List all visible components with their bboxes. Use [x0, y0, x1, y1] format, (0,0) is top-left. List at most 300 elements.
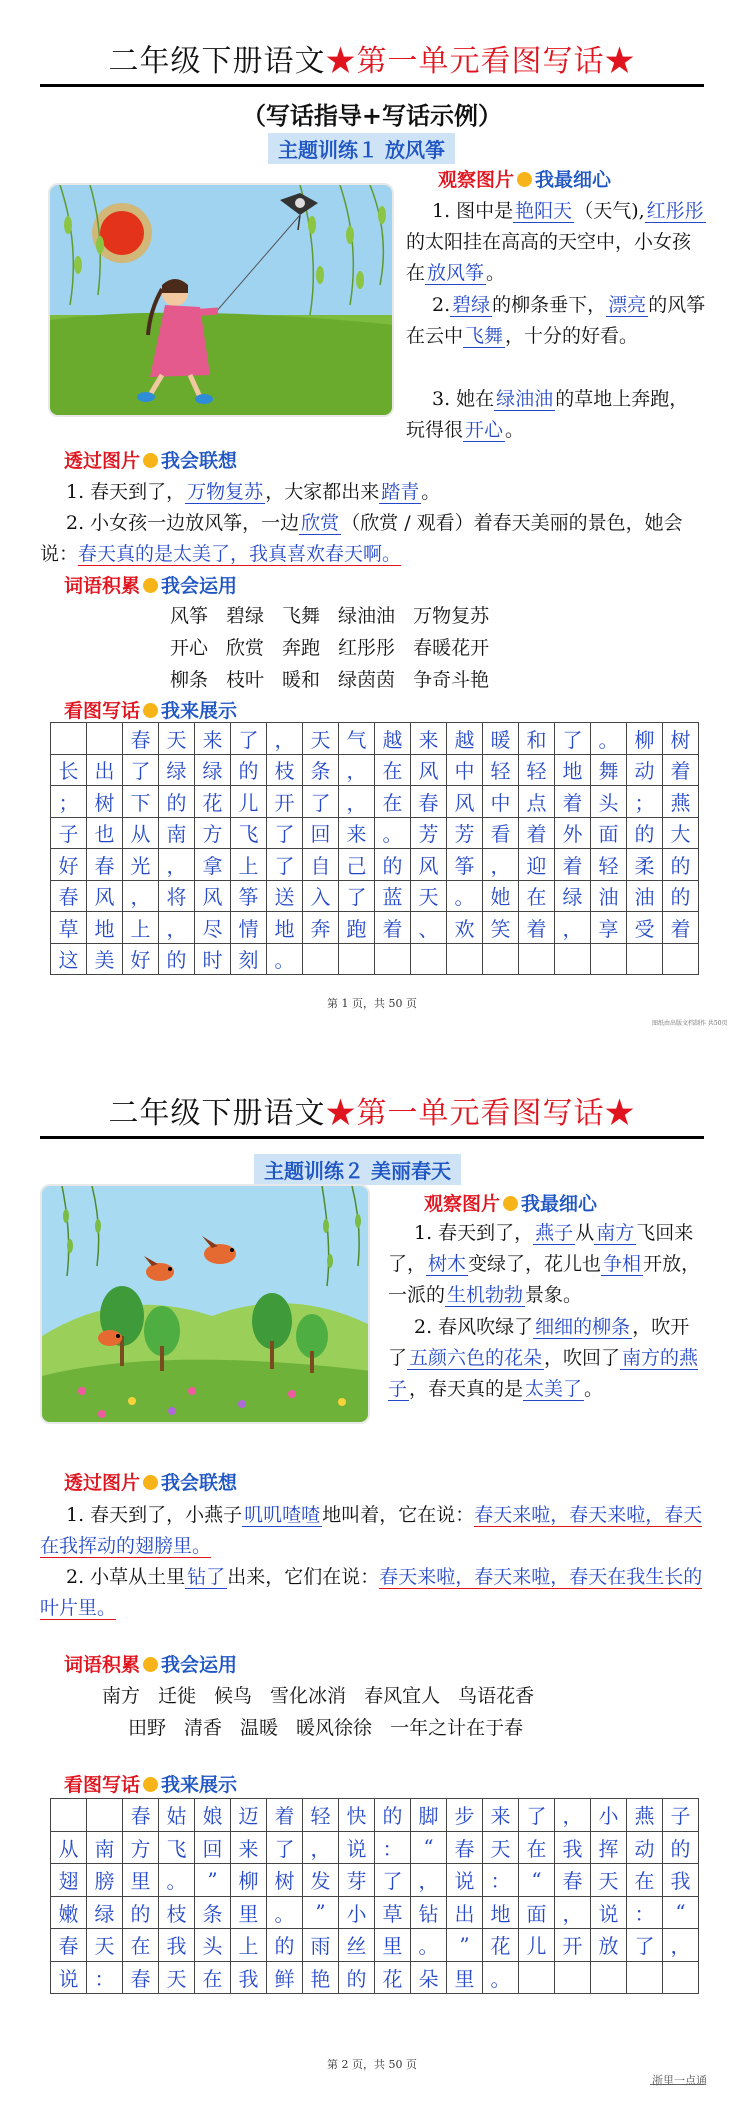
grid-cell: 长 [51, 754, 87, 786]
grid-cell: 天 [159, 723, 195, 755]
grid-cell: 外 [555, 817, 591, 849]
word: 清香 [184, 1717, 223, 1739]
star-icon: ★ [604, 44, 636, 79]
grid-cell: 芳 [411, 817, 447, 849]
grid-cell: 出 [447, 1896, 483, 1929]
grid-cell: ， [555, 1799, 591, 1832]
grid-cell: 面 [591, 817, 627, 849]
grid-cell: 在 [123, 1929, 159, 1962]
writing-heading-red: 看图写话 [64, 700, 141, 722]
word: 枝叶 [226, 669, 265, 691]
grid-cell: 风 [87, 880, 123, 912]
grid-cell: 风 [411, 849, 447, 881]
grid-cell: 着 [663, 754, 699, 786]
grid-cell: 在 [375, 786, 411, 818]
grid-cell: 风 [411, 754, 447, 786]
words-heading [64, 1650, 237, 1677]
text-run: 1. 春天到了， [414, 1222, 534, 1244]
observe-item-2 [388, 1312, 706, 1405]
word-bank-1 [170, 600, 507, 696]
grid-cell: 美 [87, 943, 123, 975]
dot-icon [503, 1196, 518, 1211]
grid-cell: 说 [51, 1961, 87, 1994]
word: 暖风徐徐 [296, 1717, 373, 1739]
grid-cell: 方 [195, 817, 231, 849]
word: 春暖花开 [413, 637, 490, 659]
writing-heading [64, 1770, 237, 1797]
grid-cell: 的 [339, 1961, 375, 1994]
grid-cell: ” [195, 1864, 231, 1897]
observe-heading-red: 观察图片 [438, 169, 515, 191]
word: 一年之计在于春 [390, 1717, 524, 1739]
grid-cell: 天 [87, 1929, 123, 1962]
grid-row [51, 1929, 699, 1962]
grid-cell: 春 [87, 849, 123, 881]
observe-heading-blue: 我最细心 [521, 1193, 598, 1215]
grid-cell: 春 [447, 1831, 483, 1864]
grid-cell: 开 [267, 786, 303, 818]
words-heading-red: 词语积累 [64, 1654, 141, 1676]
text-run: 的风筝在云中 [406, 294, 706, 347]
text-run: 。 [486, 262, 506, 284]
writing-heading [64, 696, 237, 723]
grid-cell: 、 [411, 912, 447, 944]
grid-cell: 奔 [303, 912, 339, 944]
word-row [102, 1680, 552, 1712]
grid-cell: 我 [231, 1961, 267, 1994]
grid-cell: 的 [123, 1896, 159, 1929]
grid-cell: 从 [51, 1831, 87, 1864]
star-icon: ★ [325, 44, 357, 79]
grid-cell: 芳 [447, 817, 483, 849]
fill-blank: 太美了 [525, 1378, 583, 1400]
word: 万物复苏 [413, 605, 490, 627]
text-run: 的草地上奔跑，玩得很 [406, 388, 689, 441]
grid-cell: 迈 [231, 1799, 267, 1832]
grid-cell: 。 [411, 1929, 447, 1962]
grid-cell: 上 [123, 912, 159, 944]
grid-cell: 地 [483, 1896, 519, 1929]
grid-cell: 筝 [231, 880, 267, 912]
fill-blank: 春天来啦，春天来啦，春天在我生长的叶片里。 [40, 1566, 703, 1619]
observe-item-1 [406, 196, 706, 289]
grid-row [51, 1864, 699, 1897]
observe-heading-blue: 我最细心 [535, 169, 612, 191]
grid-cell: 时 [195, 943, 231, 975]
star-icon: ★ [604, 1096, 636, 1131]
grid-cell: 挥 [591, 1831, 627, 1864]
grid-cell: 情 [231, 912, 267, 944]
grid-cell: ； [51, 786, 87, 818]
grid-cell: ， [663, 1929, 699, 1962]
grid-cell: 从 [123, 817, 159, 849]
grid-cell: 轻 [483, 754, 519, 786]
dot-icon [143, 1657, 158, 1672]
grid-cell: 南 [159, 817, 195, 849]
grid-cell: 动 [627, 1831, 663, 1864]
grid-cell: 舞 [591, 754, 627, 786]
word-row [170, 632, 507, 664]
word: 绿茵茵 [338, 669, 396, 691]
writing-heading-blue: 我来展示 [161, 1774, 238, 1796]
think-item-1 [40, 477, 704, 508]
text-run: （欣赏 / 观看）着春天美丽的景色，她会说： [40, 512, 683, 565]
word: 候鸟 [214, 1685, 253, 1707]
grid-cell: 春 [123, 1961, 159, 1994]
theme-label: 主题训练２ 美丽春天 [254, 1154, 461, 1185]
grid-cell: 越 [375, 723, 411, 755]
grid-cell [555, 1961, 591, 1994]
grid-cell: 丝 [339, 1929, 375, 1962]
grid-cell: 春 [123, 723, 159, 755]
grid-cell: 了 [339, 880, 375, 912]
grid-cell: ， [123, 880, 159, 912]
page-title [0, 36, 744, 80]
grid-cell: 开 [555, 1929, 591, 1962]
fill-blank: 树木 [428, 1253, 467, 1275]
grid-cell: 的 [159, 943, 195, 975]
grid-cell [483, 943, 519, 975]
grid-cell: 快 [339, 1799, 375, 1832]
word: 田野 [128, 1717, 167, 1739]
grid-cell [591, 1961, 627, 1994]
text-run: 出来，它们在说： [227, 1566, 380, 1588]
grid-row [51, 1896, 699, 1929]
grid-cell: 柳 [231, 1864, 267, 1897]
grid-cell: 筝 [447, 849, 483, 881]
grid-cell [411, 943, 447, 975]
words-heading-red: 词语积累 [64, 575, 141, 597]
grid-cell: 我 [555, 1831, 591, 1864]
tiny-note: 图纸由出版文档制作 共50页 [652, 1020, 728, 1027]
grid-cell: 的 [375, 849, 411, 881]
grid-cell: 在 [627, 1864, 663, 1897]
grid-cell [555, 943, 591, 975]
grid-cell: 的 [627, 817, 663, 849]
grid-cell: 我 [663, 1864, 699, 1897]
grid-cell: 油 [627, 880, 663, 912]
word: 开心 [170, 637, 209, 659]
writing-heading-red: 看图写话 [64, 1774, 141, 1796]
dot-icon [143, 1475, 158, 1490]
grid-cell: 出 [87, 754, 123, 786]
grid-cell: 风 [447, 786, 483, 818]
grid-cell: 膀 [87, 1864, 123, 1897]
grid-cell: 头 [591, 786, 627, 818]
grid-cell [447, 943, 483, 975]
grid-cell: 好 [51, 849, 87, 881]
grid-cell [339, 943, 375, 975]
grid-cell: ： [87, 1961, 123, 1994]
grid-cell: 了 [267, 1831, 303, 1864]
page-2 [0, 1052, 744, 2104]
grid-cell: 儿 [519, 1929, 555, 1962]
grid-cell [519, 943, 555, 975]
fill-blank: 钻了 [187, 1566, 226, 1588]
grid-row [51, 754, 699, 786]
grid-cell [663, 1961, 699, 1994]
grid-cell: “ [519, 1864, 555, 1897]
text-run: 1. 春天到了， [66, 481, 186, 503]
grid-cell: ” [303, 1896, 339, 1929]
grid-cell: ， [555, 1896, 591, 1929]
grid-cell: 绿 [195, 754, 231, 786]
grid-cell: 暖 [483, 723, 519, 755]
grid-cell: 春 [555, 1864, 591, 1897]
fill-blank: 春天来啦，春天来啦，春天在我挥动的翅膀里。 [40, 1504, 703, 1557]
fill-blank: 艳阳天 [515, 200, 573, 222]
grid-cell [627, 1961, 663, 1994]
grid-cell: 树 [267, 1864, 303, 1897]
grid-cell: 我 [159, 1929, 195, 1962]
word: 温暖 [240, 1717, 279, 1739]
grid-cell [375, 943, 411, 975]
grid-cell: ， [555, 912, 591, 944]
text-run: 2. 小草从土里 [66, 1566, 186, 1588]
grid-cell: 春 [51, 880, 87, 912]
fill-blank: 燕子 [535, 1222, 574, 1244]
grid-cell: 春 [411, 786, 447, 818]
grid-cell: 光 [123, 849, 159, 881]
grid-cell: 里 [123, 1864, 159, 1897]
grid-cell: 春 [123, 1799, 159, 1832]
grid-cell: 着 [555, 849, 591, 881]
grid-row [51, 723, 699, 755]
text-run: 景象。 [525, 1284, 583, 1306]
grid-cell: 这 [51, 943, 87, 975]
grid-cell: 在 [195, 1961, 231, 1994]
grid-cell [519, 1961, 555, 1994]
grid-row [51, 912, 699, 944]
grid-cell: 动 [627, 754, 663, 786]
grid-cell: 。 [159, 1864, 195, 1897]
grid-cell: 步 [447, 1799, 483, 1832]
grid-cell: 大 [663, 817, 699, 849]
grid-cell: 儿 [231, 786, 267, 818]
text-run: 1. 春天到了，小燕子 [66, 1504, 243, 1526]
grid-cell: 枝 [267, 754, 303, 786]
grid-cell: 了 [267, 817, 303, 849]
text-run: 飞回来了， [388, 1222, 694, 1275]
page-title [0, 1088, 744, 1132]
grid-cell [303, 943, 339, 975]
grid-cell: 的 [663, 849, 699, 881]
word: 鸟语花香 [458, 1685, 535, 1707]
grid-cell: 的 [375, 1799, 411, 1832]
grid-row [51, 1831, 699, 1864]
think-item-2 [40, 1562, 704, 1624]
grid-cell: 越 [447, 723, 483, 755]
grid-cell: 来 [195, 723, 231, 755]
grid-cell: ， [159, 849, 195, 881]
text-run: 1. 图中是 [432, 200, 514, 222]
grid-cell: 的 [159, 786, 195, 818]
grid-cell: 了 [123, 754, 159, 786]
grid-cell: 放 [591, 1929, 627, 1962]
grid-cell: 柔 [627, 849, 663, 881]
text-run: ，大家都出来 [265, 481, 380, 503]
grid-cell: 绿 [555, 880, 591, 912]
word: 迁徙 [158, 1685, 197, 1707]
fill-blank: 争相 [603, 1253, 642, 1275]
grid-cell: 受 [627, 912, 663, 944]
title-divider [40, 1136, 704, 1139]
grid-cell: 娘 [195, 1799, 231, 1832]
grid-cell: 说 [447, 1864, 483, 1897]
grid-cell: 轻 [519, 754, 555, 786]
subtitle: （写话指导+写话示例） [241, 101, 503, 130]
grid-cell: 点 [519, 786, 555, 818]
title-right: 第一单元看图写话 [356, 44, 605, 79]
kite-scene-graphic [50, 185, 394, 417]
grid-cell: 天 [159, 1961, 195, 1994]
grid-cell: 。 [375, 817, 411, 849]
grid-cell: 朵 [411, 1961, 447, 1994]
grid-cell: 了 [555, 723, 591, 755]
fill-blank: 踏青 [381, 481, 420, 503]
grid-cell: 条 [303, 754, 339, 786]
grid-cell: 上 [231, 1929, 267, 1962]
grid-cell [591, 943, 627, 975]
grid-cell: 上 [231, 849, 267, 881]
grid-cell: 好 [123, 943, 159, 975]
grid-cell: 了 [627, 1929, 663, 1962]
word: 奔跑 [282, 637, 321, 659]
grid-cell: 了 [303, 786, 339, 818]
grid-cell: 下 [123, 786, 159, 818]
dot-icon [143, 578, 158, 593]
word: 争奇斗艳 [413, 669, 490, 691]
word-bank-2 [102, 1680, 552, 1744]
grid-cell [51, 723, 87, 755]
text-run: 2. [432, 294, 451, 316]
grid-cell: ， [411, 1864, 447, 1897]
word: 风筝 [170, 605, 209, 627]
grid-cell: 枝 [159, 1896, 195, 1929]
grid-cell: 艳 [303, 1961, 339, 1994]
observe-item-3 [406, 384, 706, 446]
grid-cell: 着 [519, 912, 555, 944]
writing-heading-blue: 我来展示 [161, 700, 238, 722]
grid-cell: 蓝 [375, 880, 411, 912]
grid-row [51, 817, 699, 849]
grid-cell: 。 [267, 943, 303, 975]
page-1 [0, 0, 744, 1030]
text-run: ，吹回了 [544, 1347, 621, 1369]
grid-cell: 发 [303, 1864, 339, 1897]
words-heading-blue: 我会运用 [161, 1654, 238, 1676]
word: 绿油油 [338, 605, 396, 627]
title-left: 二年级下册语文 [108, 1096, 326, 1131]
word: 春风宜人 [364, 1685, 441, 1707]
grid-cell: 己 [339, 849, 375, 881]
fill-blank: 飞舞 [465, 325, 504, 347]
grid-cell: 着 [519, 817, 555, 849]
grid-cell: 燕 [627, 1799, 663, 1832]
page-footer: 第 1 页，共 50 页 [327, 997, 417, 1010]
word: 南方 [102, 1685, 141, 1707]
grid-cell: 天 [411, 880, 447, 912]
grid-cell: 天 [483, 1831, 519, 1864]
grid-cell: 的 [267, 1929, 303, 1962]
grid-cell: 了 [375, 1864, 411, 1897]
fill-blank: 生机勃勃 [447, 1284, 524, 1306]
grid-cell: 享 [591, 912, 627, 944]
title-left: 二年级下册语文 [108, 44, 326, 79]
grid-cell: 地 [267, 912, 303, 944]
grid-cell: 轻 [591, 849, 627, 881]
grid-cell: 送 [267, 880, 303, 912]
grid-cell: 在 [375, 754, 411, 786]
word: 碧绿 [226, 605, 265, 627]
grid-cell: 飞 [231, 817, 267, 849]
text-run: 的太阳挂在高高的天空中，小女孩在 [406, 231, 692, 284]
think-heading [64, 1468, 237, 1495]
word-row [170, 600, 507, 632]
grid-cell: 着 [555, 786, 591, 818]
grid-cell [627, 943, 663, 975]
grid-row [51, 849, 699, 881]
grid-cell: 翅 [51, 1864, 87, 1897]
fill-blank: 春天真的是太美了，我真喜欢春天啊。 [78, 543, 402, 565]
observe-heading-red: 观察图片 [424, 1193, 501, 1215]
text-run: 。 [505, 419, 525, 441]
grid-cell: “ [663, 1896, 699, 1929]
grid-cell: ： [375, 1831, 411, 1864]
word: 欣赏 [226, 637, 265, 659]
theme-label: 主题训练１ 放风筝 [268, 133, 455, 164]
grid-cell: 来 [483, 1799, 519, 1832]
fill-blank: 漂亮 [608, 294, 647, 316]
grid-cell: 风 [195, 880, 231, 912]
grid-cell: 花 [195, 786, 231, 818]
grid-cell: ； [627, 786, 663, 818]
observe-heading [424, 1189, 597, 1216]
page-footer: 第 2 页，共 50 页 [327, 2058, 417, 2071]
grid-cell: 草 [51, 912, 87, 944]
grid-row [51, 786, 699, 818]
grid-cell: 着 [663, 912, 699, 944]
star-icon: ★ [325, 1096, 357, 1131]
grid-cell: 的 [663, 880, 699, 912]
grid-cell: ， [339, 754, 375, 786]
grid-cell: ， [339, 786, 375, 818]
fill-blank: 红彤彤 [646, 200, 704, 222]
grid-cell: 天 [591, 1864, 627, 1897]
sun-icon [100, 211, 144, 255]
text-run: ，春天真的是 [409, 1378, 524, 1400]
grid-cell: 拿 [195, 849, 231, 881]
grid-cell [663, 943, 699, 975]
grid-cell: 来 [411, 723, 447, 755]
grid-cell: 里 [375, 1929, 411, 1962]
grid-cell: 。 [447, 880, 483, 912]
grid-cell [87, 1799, 123, 1832]
dot-icon [143, 703, 158, 718]
think-heading-blue: 我会联想 [161, 450, 238, 472]
grid-cell: 她 [483, 880, 519, 912]
grid-cell: 燕 [663, 786, 699, 818]
grid-cell: 雨 [303, 1929, 339, 1962]
grid-cell [51, 1799, 87, 1832]
grid-cell: 小 [339, 1896, 375, 1929]
text-run: ，十分的好看。 [505, 325, 639, 347]
dot-icon [517, 172, 532, 187]
text-run: 变绿了，花儿也 [468, 1253, 602, 1275]
text-run: 2. 小女孩一边放风筝，一边 [66, 512, 300, 534]
grid-cell: 和 [519, 723, 555, 755]
think-heading-red: 透过图片 [64, 1472, 141, 1494]
